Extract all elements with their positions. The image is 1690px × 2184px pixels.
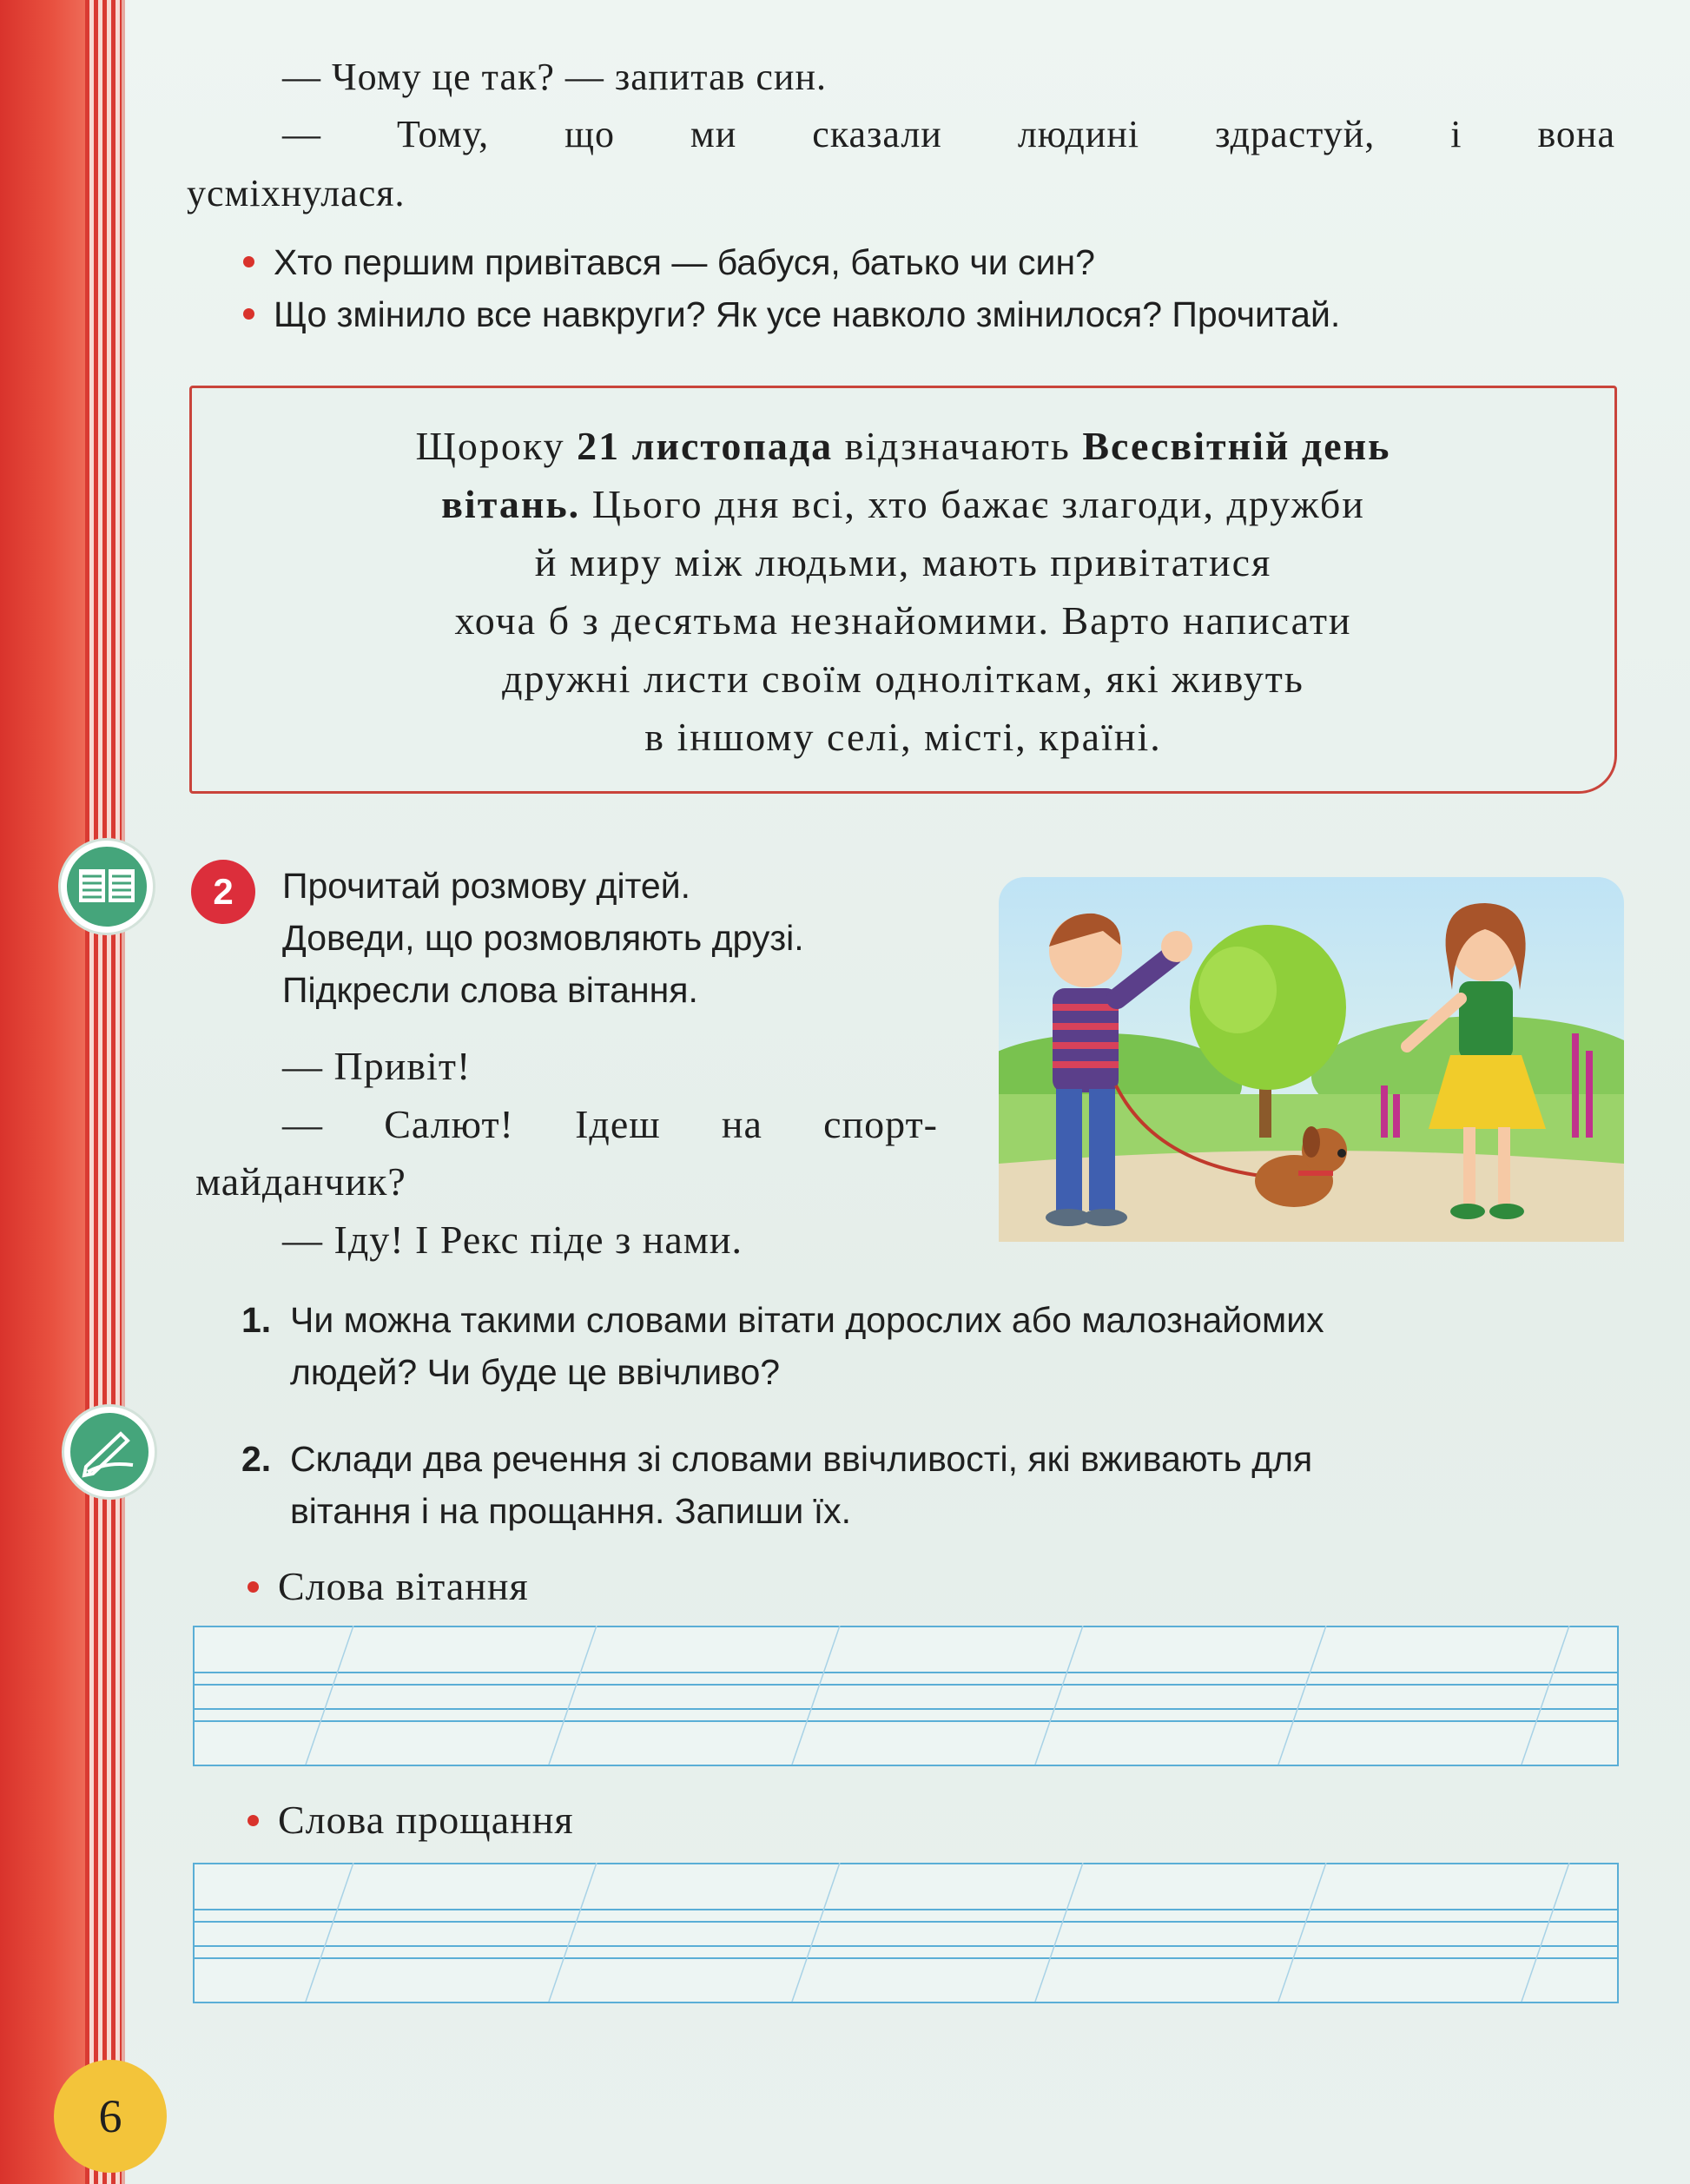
- instruction-line: Доведи, що розмовляють друзі.: [282, 918, 804, 958]
- task-number-badge: 2: [191, 860, 255, 924]
- info-line-4: хоча б з десятьма незнайомими. Варто написати: [454, 598, 1352, 643]
- margin-stripes: [85, 0, 122, 2184]
- dialog-line-2: — Салют! Ідеш на спорт-: [282, 1102, 938, 1146]
- dialog-line-3: майданчик?: [195, 1159, 406, 1204]
- question-line: Чи можна такими словами вітати дорослих або малознайомих: [290, 1300, 1324, 1340]
- dialog-line-1: — Привіт!: [282, 1044, 472, 1088]
- question-line: вітання і на прощання. Запиши їх.: [290, 1491, 851, 1531]
- farewell-writing-lines[interactable]: [193, 1863, 1619, 2003]
- left-margin-band: [0, 0, 85, 2184]
- info-line-2: вітань. Цього дня всі, хто бажає злагоди, дружби: [441, 482, 1365, 526]
- task-instructions: [282, 860, 977, 1016]
- info-line-3: й миру між людьми, мають привітатися: [534, 540, 1272, 584]
- task-question-1: [241, 1294, 1618, 1398]
- instruction-line: Прочитай розмову дітей.: [282, 866, 690, 906]
- book-icon: [61, 841, 153, 933]
- info-line-5: дружні листи своїм одноліткам, які живуть: [502, 657, 1304, 701]
- question-line: людей? Чи буде це ввічливо?: [290, 1352, 781, 1392]
- bullet-dot-icon: [243, 256, 254, 267]
- question-text: Що змінило все навкруги? Як усе навколо змінилося? Прочитай.: [274, 294, 1341, 334]
- instruction-line: Підкресли слова вітання.: [282, 970, 698, 1010]
- question-text: Хто першим привітався — бабуся, батько чи син?: [274, 242, 1095, 282]
- children-park-illustration: [999, 877, 1624, 1242]
- info-box-text: [217, 417, 1589, 766]
- question-bullet-2: [243, 288, 1633, 340]
- bullet-dot-icon: [243, 308, 254, 320]
- story-line-1: — Чому це так? — запитав син.: [282, 56, 827, 98]
- question-number: 1.: [241, 1300, 272, 1340]
- pencil-hand-icon: [64, 1407, 155, 1497]
- task-question-2: [241, 1433, 1618, 1537]
- bullet-dot-icon: [248, 1815, 259, 1826]
- story-line-3: усміхнулася.: [187, 172, 406, 214]
- bullet-dot-icon: [248, 1581, 259, 1593]
- question-bullet-1: [243, 236, 1633, 288]
- farewell-words-label: Слова прощання: [248, 1794, 574, 1846]
- info-line-6: в іншому селі, місті, країні.: [644, 715, 1162, 759]
- story-line-2: — Тому, що ми сказали людині здрастуй, і вона: [282, 113, 1615, 155]
- info-line-1: Щороку 21 листопада відзначають Всесвітній день: [415, 424, 1391, 468]
- greeting-words-label: Слова вітання: [248, 1560, 529, 1613]
- question-number: 2.: [241, 1439, 272, 1479]
- page-number: 6: [54, 2060, 167, 2173]
- question-line: Склади два речення зі словами ввічливості, які вживають для: [290, 1439, 1313, 1479]
- margin-stripes-edge: [122, 0, 125, 2184]
- dialog-line-4: — Іду! І Рекс піде з нами.: [282, 1217, 743, 1262]
- greeting-writing-lines[interactable]: [193, 1626, 1619, 1766]
